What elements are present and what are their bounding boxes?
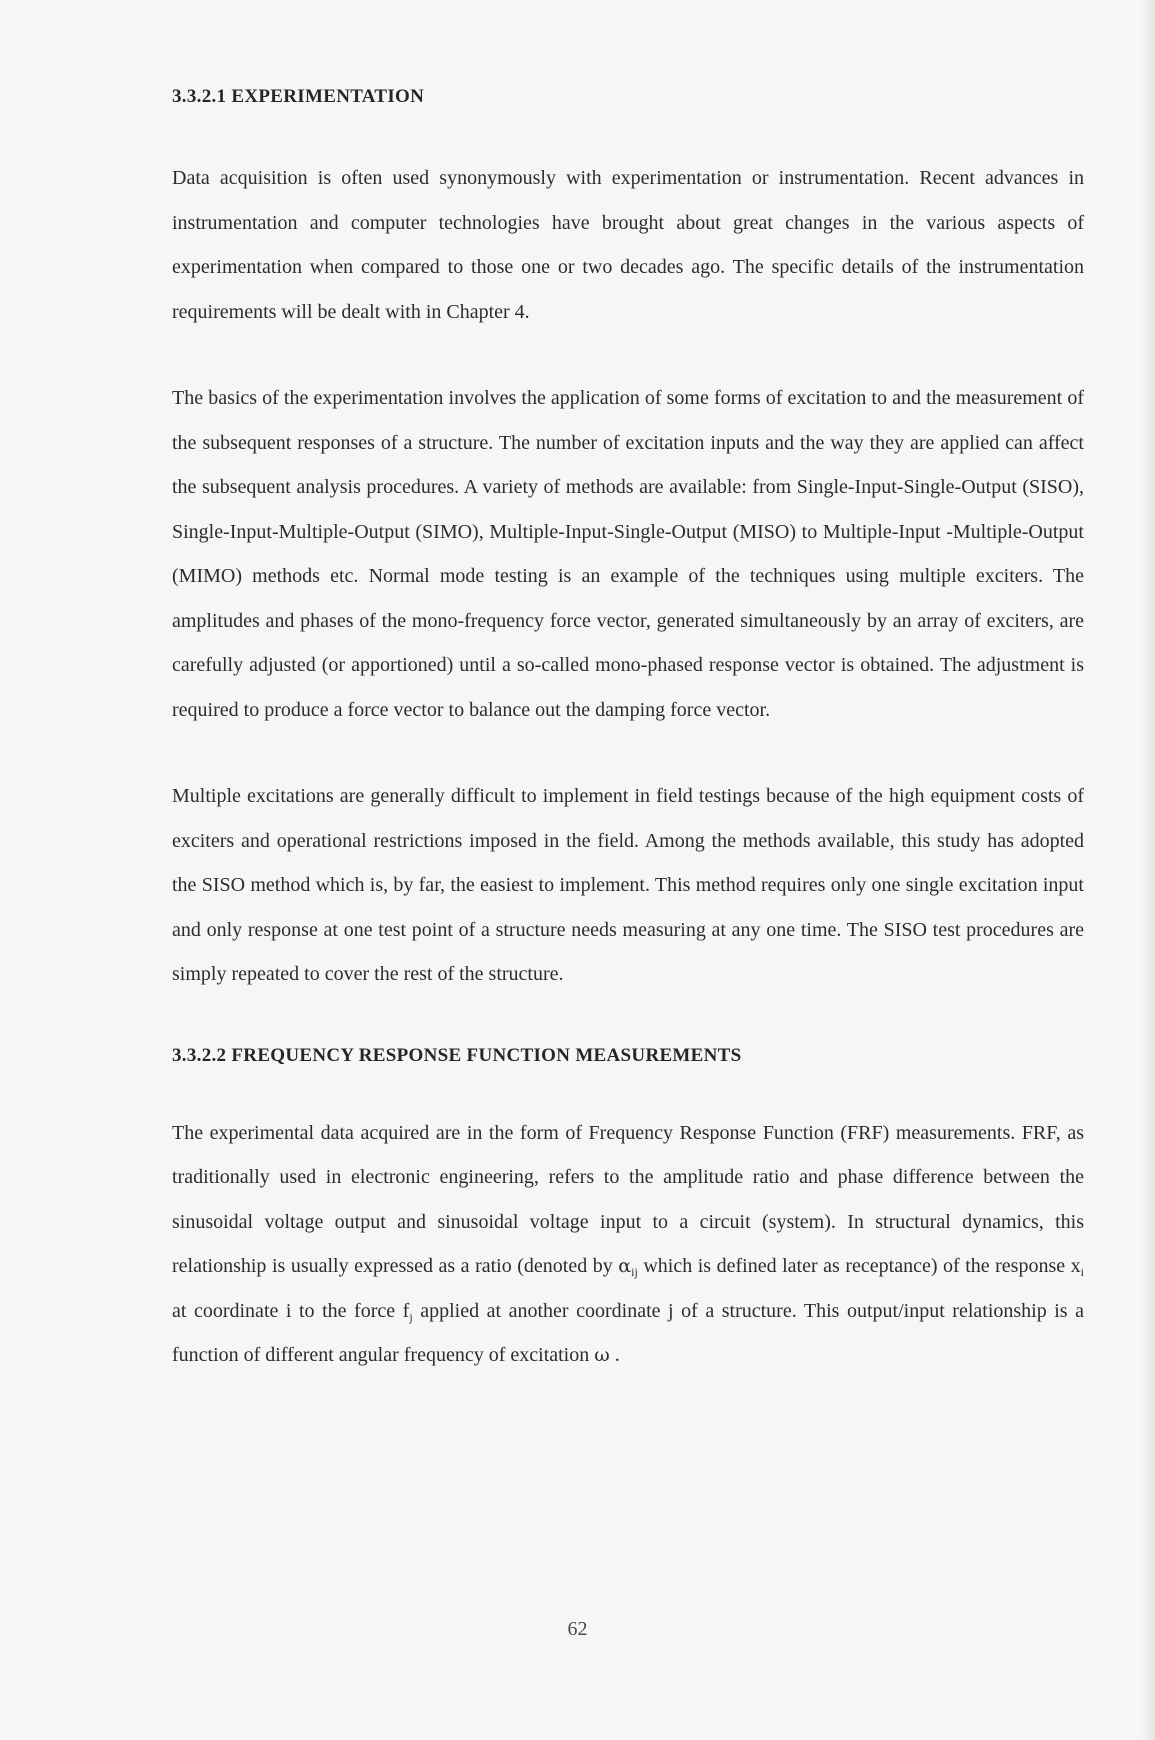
section-heading-frf-measurements: 3.3.2.2 FREQUENCY RESPONSE FUNCTION MEASUREMENTS — [172, 1044, 742, 1066]
frf-text-part-1: The experimental data acquired are in the form of Frequency Response Function (FRF) measurements. FRF, as traditionally used in electronic engineering, refers to the amplitude ratio and phase difference between the sinusoidal voltage output and sinusoidal voltage input to a circuit (system). In structural dynamics, this relationship is usually expressed as a ratio (denoted by — [172, 1121, 1084, 1277]
alpha-symbol: α — [618, 1255, 632, 1277]
frf-text-part-3: at coordinate i to the force — [172, 1299, 403, 1322]
x-subscript: i — [1080, 1265, 1084, 1279]
page-edge-shadow — [1141, 0, 1155, 1740]
f-subscript: j — [409, 1309, 413, 1324]
x-symbol: x — [1070, 1255, 1081, 1277]
page-number: 62 — [567, 1618, 588, 1640]
paragraph-frf-definition — [172, 1111, 1084, 1378]
frf-text-part-4: applied at another coordinate j of a structure. This output/input relationship is a function of different angular frequency of excitation — [172, 1299, 1084, 1366]
frf-text-part-2: which is defined later as receptance) of the response — [637, 1255, 1071, 1277]
section-heading-experimentation: 3.3.2.1 EXPERIMENTATION — [172, 86, 425, 107]
paragraph-data-acquisition: Data acquisition is often used synonymously with experimentation or instrumentation. Recent advances in instrumentation and computer technologies have brought about great changes in the various aspects of experimentation when compared to those one or two decades ago. The specific details of the instrumentation requirements will be dealt with in Chapter 4. — [172, 167, 1084, 323]
paragraph-multiple-excitations: Multiple excitations are generally difficult to implement in field testings because of the high equipment costs of exciters and operational restrictions imposed in the field. Among the methods available, this study has adopted the SISO method which is, by far, the easiest to implement. This method requires only one single excitation input and only response at one test point of a structure needs measuring at any one time. The SISO test procedures are simply repeated to cover the rest of the structure. — [172, 785, 1084, 985]
frf-text-part-5: . — [609, 1344, 620, 1366]
page-content — [172, 76, 1084, 1378]
omega-symbol: ω — [594, 1344, 610, 1366]
paragraph-experimentation-basics: The basics of the experimentation involves the application of some forms of excitation to and the measurement of the subsequent responses of a structure. The number of excitation inputs and the way they are applied can affect the subsequent analysis procedures. A variety of methods are available: from Single-Input-Single-Output (SISO), Single-Input-Multiple-Output (SIMO), Multiple-Input-Single-Output (MISO) to Multiple-Input -Multiple-Output (MIMO) methods etc. Normal mode testing is an example of the techniques using multiple exciters. The amplitudes and phases of the mono-frequency force vector, generated simultaneously by an array of exciters, are carefully adjusted (or apportioned) until a so-called mono-phased response vector is obtained. The adjustment is required to produce a force vector to balance out the damping force vector. — [172, 387, 1084, 721]
f-symbol: f — [402, 1299, 410, 1322]
alpha-subscript: ij — [631, 1265, 638, 1279]
